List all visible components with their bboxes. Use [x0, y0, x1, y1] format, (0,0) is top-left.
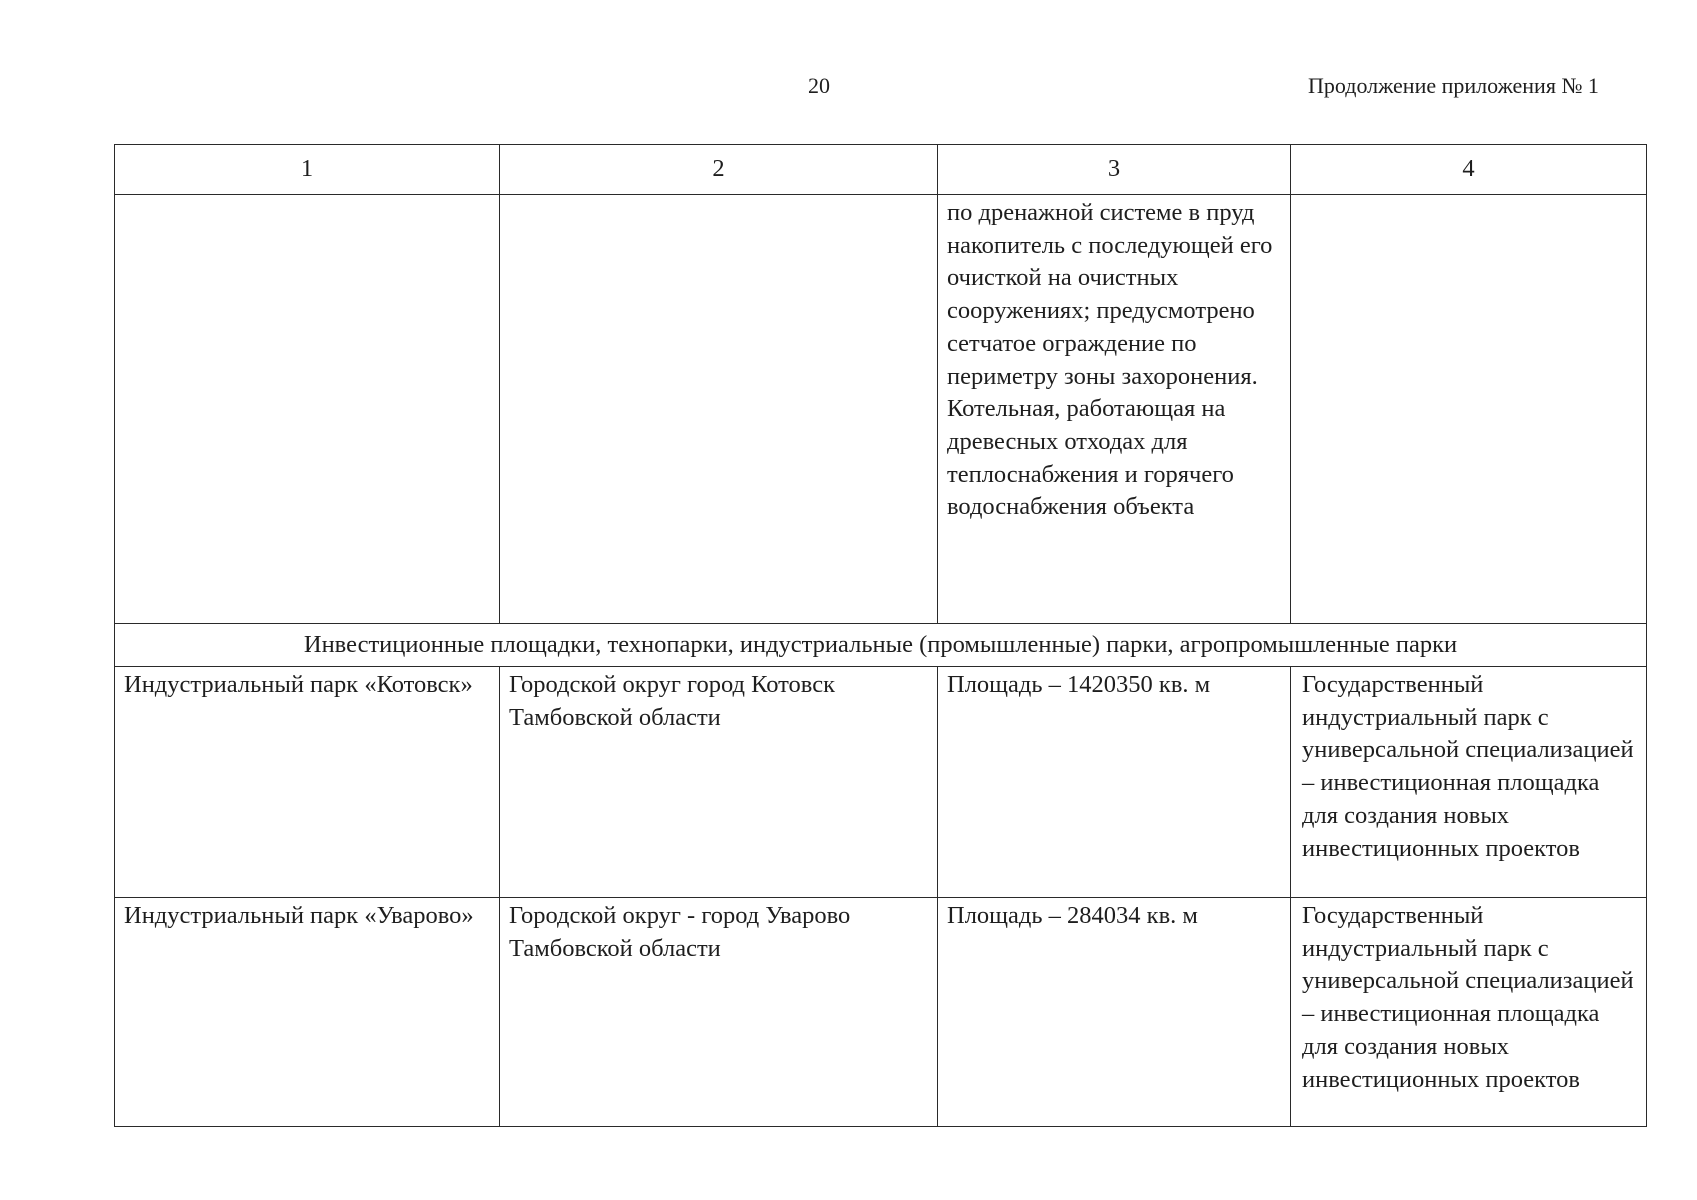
- section-title: Инвестиционные площадки, технопарки, индустриальные (промышленные) парки, агропромышленные парки: [115, 624, 1647, 667]
- appendix-continuation-heading: Продолжение приложения № 1: [1308, 73, 1599, 98]
- continuation-cell-3: [938, 195, 1291, 624]
- page-number: 20: [808, 73, 830, 98]
- park-name: Индустриальный парк «Уварово»: [124, 902, 474, 929]
- park-area: Площадь – 1420350 кв. м: [947, 671, 1211, 698]
- park-name-cell: [115, 667, 500, 898]
- park-location-cell: [500, 667, 938, 898]
- park-location-cell: [500, 898, 938, 1127]
- park-name: Индустриальный парк «Котовск»: [124, 671, 473, 698]
- park-location: Городской округ - город Уварово Тамбовской области: [509, 902, 851, 962]
- column-number-4: 4: [1291, 145, 1647, 195]
- park-name-cell: [115, 898, 500, 1127]
- continuation-row: [115, 195, 1647, 624]
- park-area: Площадь – 284034 кв. м: [947, 902, 1198, 929]
- continuation-text: по дренажной системе в пруд накопитель с последующей его очисткой на очистных сооружениях; предусмотрено сетчатое ограждение по периметру зоны захоронения. Котельная, работающая на древесных отходах для теплоснабжения и горячего водоснабжения объекта: [947, 199, 1273, 521]
- section-header-row: [115, 624, 1647, 667]
- park-description: Государственный индустриальный парк с универсальной специализацией – инвестиционная площадка для создания новых инвестиционных проектов: [1302, 671, 1634, 862]
- column-number-1: 1: [115, 145, 500, 195]
- continuation-cell-1: [115, 195, 500, 624]
- park-description-cell: [1291, 898, 1647, 1127]
- column-number-3: 3: [938, 145, 1291, 195]
- table-header-row: [115, 145, 1647, 195]
- table-row: [115, 898, 1647, 1127]
- continuation-cell-4: [1291, 195, 1647, 624]
- table-row: [115, 667, 1647, 898]
- park-location: Городской округ город Котовск Тамбовской области: [509, 671, 836, 731]
- park-area-cell: [938, 667, 1291, 898]
- park-area-cell: [938, 898, 1291, 1127]
- park-description-cell: [1291, 667, 1647, 898]
- continuation-cell-2: [500, 195, 938, 624]
- appendix-table: [114, 144, 1647, 1127]
- park-description: Государственный индустриальный парк с универсальной специализацией – инвестиционная площадка для создания новых инвестиционных проектов: [1302, 902, 1634, 1093]
- column-number-2: 2: [500, 145, 938, 195]
